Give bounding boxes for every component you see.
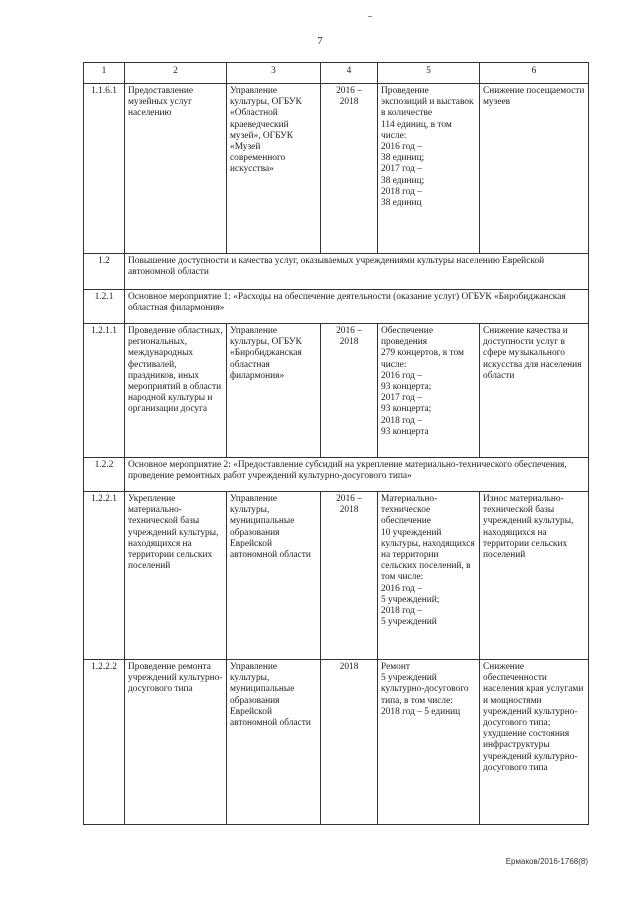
result-line: 38 единиц: [381, 198, 422, 209]
period-line: 2018: [339, 662, 359, 672]
section-title: Основное мероприятие 2: «Предоставление субсидий на укрепление материально-технического обеспечения, проведение ремонтных работ учреждений культурно-досугового типа»: [125, 458, 589, 492]
executor: Управление культуры, муниципальные образования Еврейской автономной области: [227, 492, 321, 660]
result-line: 2016 год –: [381, 370, 422, 381]
period: [321, 84, 378, 254]
result-line: 93 концерта: [381, 426, 429, 437]
period-line: 2018: [339, 505, 359, 516]
section-row: [84, 254, 589, 290]
result-line: 10 учреждений культуры, находящихся на территории сельских поселений, в том числе:: [381, 527, 475, 583]
period: [321, 324, 378, 458]
result-line: 2017 год –: [381, 393, 422, 404]
result-line: 38 единиц;: [381, 175, 425, 186]
header-cell: 1: [84, 63, 125, 84]
result-line: 279 концертов, в том числе:: [381, 348, 464, 370]
measure-name: Укрепление материально-технической базы учреждений культуры, находящихся на территории сельских поселений: [125, 492, 227, 660]
row-number: 1.2: [84, 254, 125, 290]
expected-result: [378, 660, 480, 825]
document-code: Ермаков/2016-1768(8): [505, 857, 588, 866]
table-row: [84, 492, 589, 660]
top-mark: [368, 16, 372, 17]
table-row: [84, 324, 589, 458]
result-line: 5 учреждений;: [381, 594, 440, 605]
header-cell: 3: [227, 63, 321, 84]
row-number: 1.2.2.2: [84, 660, 125, 825]
page-number: 7: [317, 35, 323, 47]
result-line: 114 единиц, в том числе:: [381, 119, 452, 141]
period-line: 2018: [339, 337, 359, 348]
row-number: 1.2.1.1: [84, 324, 125, 458]
executor: Управление культуры, ОГБУК «Областной краеведческий музей», ОГБУК «Музей современного искусства»: [227, 84, 321, 254]
section-row: [84, 458, 589, 492]
result-line: Обеспечение проведения: [381, 326, 433, 348]
header-row: [84, 63, 589, 84]
result-line: 2018 год –: [381, 415, 422, 426]
result-line: 2016 год –: [381, 142, 422, 153]
result-line: 2018 год – 5 единиц: [381, 706, 461, 717]
section-title: Основное мероприятие 1: «Расходы на обеспечение деятельности (оказание услуг) ОГБУК «Биробиджанская областная филармония»: [125, 290, 589, 324]
result-line: 5 учреждений культурно-досугового типа, в том числе:: [381, 673, 469, 706]
period-line: 2018: [339, 97, 359, 108]
result-line: Ремонт: [381, 662, 410, 672]
executor: Управление культуры, ОГБУК «Биробиджанская областная филармония»: [227, 324, 321, 458]
header-cell: 2: [125, 63, 227, 84]
expected-result: [378, 84, 480, 254]
result-line: 2017 год –: [381, 164, 422, 175]
consequences: Снижение качества и доступности услуг в сфере музыкального искусства для населения области: [480, 324, 589, 458]
table-row: [84, 660, 589, 825]
row-number: 1.2.2.1: [84, 492, 125, 660]
consequences: Износ материально-технической базы учреждений культуры, находящихся на территории сельских поселений: [480, 492, 589, 660]
table-row: [84, 84, 589, 254]
measures-table: [83, 62, 589, 825]
expected-result: [378, 492, 480, 660]
result-line: 93 концерта;: [381, 382, 432, 393]
executor: Управление культуры, муниципальные образования Еврейской автономной области: [227, 660, 321, 825]
expected-result: [378, 324, 480, 458]
header-cell: 5: [378, 63, 480, 84]
section-row: [84, 290, 589, 324]
period: [321, 660, 378, 825]
measure-name: Предоставление музейных услуг населению: [125, 84, 227, 254]
measure-name: Проведение областных, региональных, международных фестивалей, праздников, иных мероприятий в области народной культуры и организации досуга: [125, 324, 227, 458]
result-line: 2016 год –: [381, 583, 422, 594]
header-cell: 6: [480, 63, 589, 84]
result-line: 2018 год –: [381, 606, 422, 617]
period-line: 2016 –: [336, 326, 362, 336]
result-line: Проведение экспозиций и выставок в количестве: [381, 86, 474, 119]
result-line: 5 учреждений: [381, 617, 437, 628]
consequences: Снижение посещаемости музеев: [480, 84, 589, 254]
section-title: Повышение доступности и качества услуг, оказываемых учреждениями культуры населению Еврейской автономной области: [125, 254, 589, 290]
period-line: 2016 –: [336, 86, 362, 96]
row-number: 1.2.1: [84, 290, 125, 324]
result-line: 93 концерта;: [381, 404, 432, 415]
period-line: 2016 –: [336, 494, 362, 504]
row-number: 1.2.2: [84, 458, 125, 492]
result-line: Материально-техническое обеспечение: [381, 494, 438, 527]
consequences: Снижение обеспеченности населения края услугами и мощностями учреждений культурно-досугового типа; ухудшение состояния инфраструктуры учреждений культурно-досугового типа: [480, 660, 589, 825]
header-cell: 4: [321, 63, 378, 84]
result-line: 2018 год –: [381, 186, 422, 197]
measure-name: Проведение ремонта учреждений культурно-досугового типа: [125, 660, 227, 825]
result-line: 38 единиц;: [381, 153, 425, 164]
row-number: 1.1.6.1: [84, 84, 125, 254]
period: [321, 492, 378, 660]
